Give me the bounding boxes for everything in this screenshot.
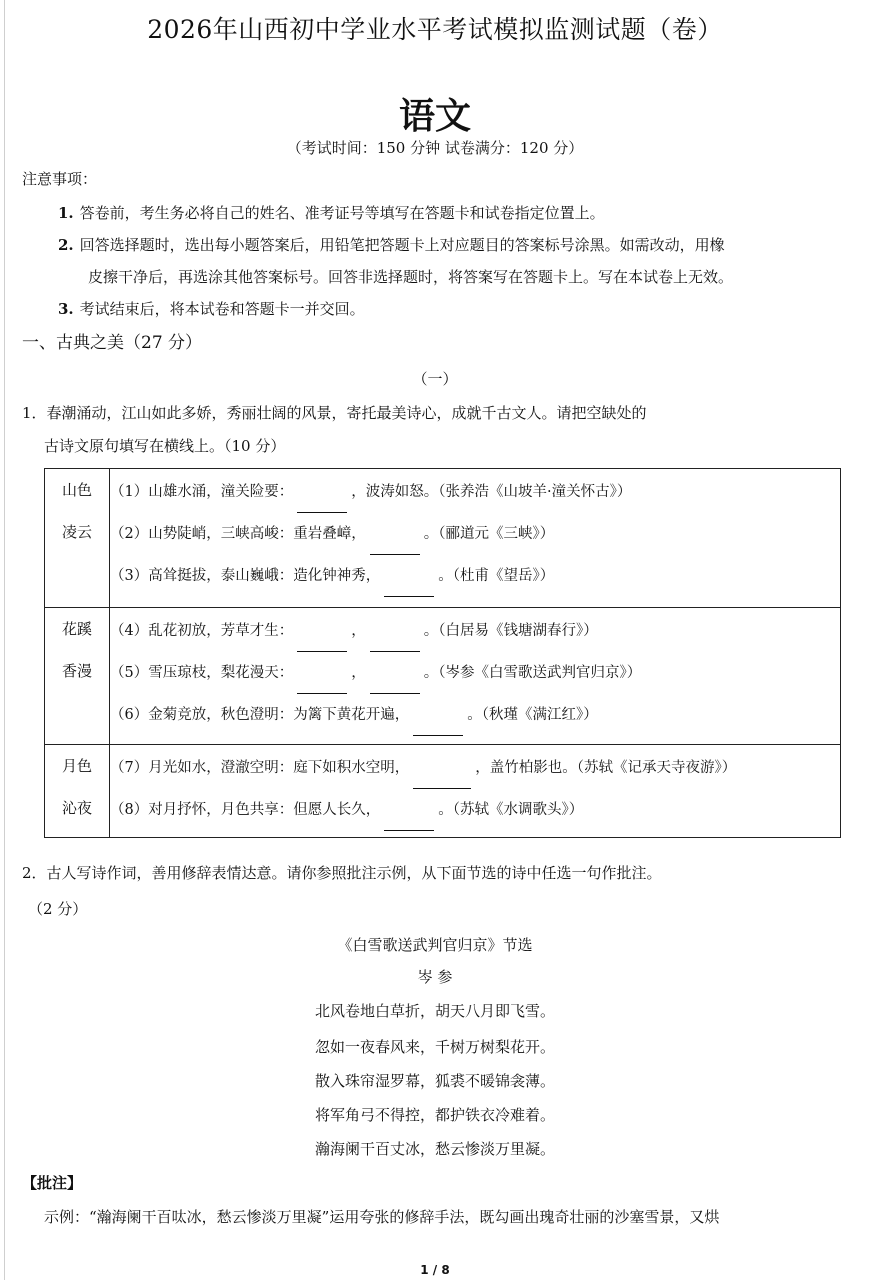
section-title: 一、古典之美（27 分） [22,333,203,353]
table-row [45,608,841,745]
lines-cell [110,745,841,838]
question-1-line2: 古诗文原句填写在横线上。（10 分） [44,437,286,455]
category-label: 沁夜 [61,799,92,817]
note-number: 3. [58,300,74,318]
page-number: 1 / 8 [420,1263,450,1277]
category-label: 月色 [61,757,92,775]
part-label: （一） [412,370,458,388]
answer-blank[interactable] [370,534,420,555]
poem-line: 将军角弓不得控，都护铁衣冷难着。 [314,1106,555,1124]
category-label: 花蹊 [61,620,92,638]
note-number: 2. [58,236,74,254]
answer-blank[interactable] [413,768,471,789]
answer-blank[interactable] [370,631,420,652]
fill-line-7: （7）月光如水，澄澈空明：庭下如积水空明， ，盖竹柏影也。（苏轼《记承天寺夜游》） [110,747,840,789]
note-number: 1. [58,204,74,222]
table-row [45,469,841,608]
answer-blank[interactable] [384,576,434,597]
note-text: 回答选择题时，选出每小题答案后，用铅笔把答题卡上对应题目的答案标号涂黑。如需改动，用橡 [79,236,725,254]
note-text: 答卷前，考生务必将自己的姓名、准考证号等填写在答题卡和试卷指定位置上。 [79,204,605,222]
exam-info: （考试时间：150 分钟 试卷满分：120 分） [286,139,584,157]
answer-blank[interactable] [297,492,347,513]
category-label: 凌云 [61,523,92,541]
lines-cell [110,469,841,608]
category-cell [45,469,110,608]
fill-line-2: （2）山势陡峭，三峡高峻：重岩叠嶂， 。（郦道元《三峡》） [110,513,840,555]
poem-line: 北风卷地白草折，胡天八月即飞雪。 [314,1002,555,1020]
answer-blank[interactable] [370,673,420,694]
exam-title: 2026年山西初中学业水平考试模拟监测试题（卷） [147,15,723,44]
fill-line-5: （5）雪压琼枝，梨花漫天： ， 。（岑参《白雪歌送武判官归京》） [110,652,840,694]
fill-line-8: （8）对月抒怀，月色共享：但愿人长久， 。（苏轼《水调歌头》） [110,789,840,831]
lines-cell [110,608,841,745]
note-3 [58,298,365,319]
poem-line: 散入珠帘湿罗幕，狐裘不暖锦衾薄。 [314,1072,555,1090]
fill-line-6: （6）金菊竞放，秋色澄明：为篱下黄花开遍， 。（秋瑾《满江红》） [110,694,840,736]
note-1 [58,202,605,223]
fill-line-1: （1）山雄水涌，潼关险要： ，波涛如怒。（张养浩《山坡羊·潼关怀古》） [110,471,840,513]
poem-author: 岑 参 [417,968,453,986]
annotation-example: 示例：“瀚海阑干百呔冰，愁云惨淡万里凝”运用夸张的修辞手法，既勾画出瑰奇壮丽的沙塞雪景，又烘 [44,1208,720,1226]
category-cell [45,745,110,838]
question-2-line1: 2．古人写诗作词，善用修辞表情达意。请你参照批注示例，从下面节选的诗中任选一句作批注。 [22,864,662,882]
answer-blank[interactable] [297,673,347,694]
note-2-continued: 皮擦干净后，再选涂其他答案标号。回答非选择题时，将答案写在答题卡上。写在本试卷上无效。 [88,268,734,286]
answer-blank[interactable] [297,631,347,652]
category-cell [45,608,110,745]
notes-title: 注意事项： [22,170,98,188]
subject-title: 语文 [398,95,471,137]
fill-line-3: （3）高耸挺拔，泰山巍峨：造化钟神秀， 。（杜甫《望岳》） [110,555,840,597]
fill-line-4: （4）乱花初放，芳草才生： ， 。（白居易《钱塘湖春行》） [110,610,840,652]
category-label: 山色 [61,481,92,499]
note-2 [58,234,725,255]
poem-fill-table [44,468,841,838]
category-label: 香漫 [61,662,92,680]
answer-blank[interactable] [384,810,434,831]
poem-title: 《白雪歌送武判官归京》节选 [337,936,533,954]
answer-blank[interactable] [413,715,463,736]
note-text: 考试结束后，将本试卷和答题卡一并交回。 [79,300,365,318]
question-1-line1: 1．春潮涌动，江山如此多娇，秀丽壮阔的风景，寄托最美诗心，成就千古文人。请把空缺处的 [22,404,647,422]
poem-line: 忽如一夜春风来，千树万树梨花开。 [314,1038,555,1056]
poem-line: 瀚海阑干百丈冰，愁云惨淡万里凝。 [314,1140,555,1158]
annotation-label: 【批注】 [22,1174,83,1192]
table-row [45,745,841,838]
question-2-line2: （2 分） [28,900,88,918]
